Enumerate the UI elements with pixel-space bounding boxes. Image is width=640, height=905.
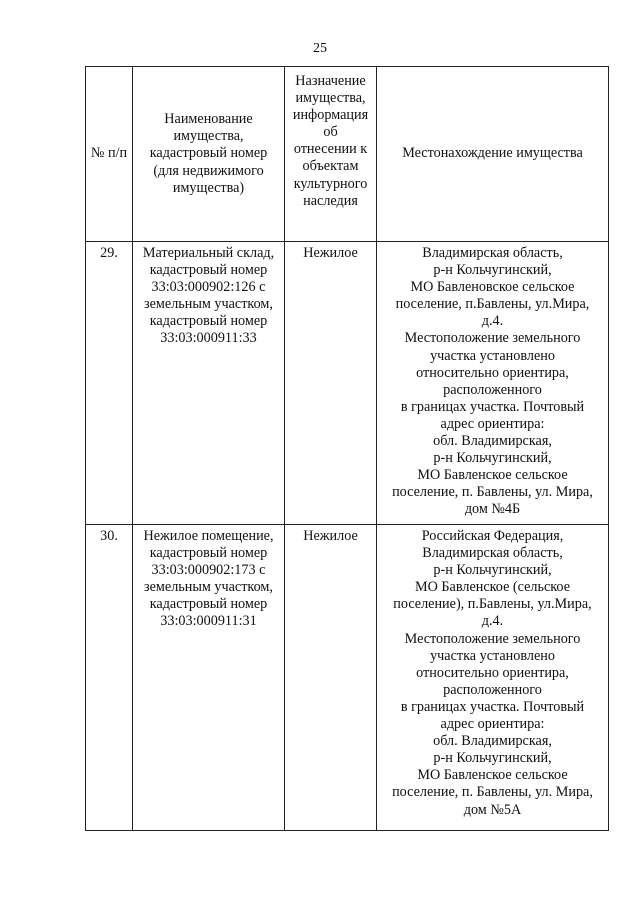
row-location-line: Местоположение земельного	[404, 630, 581, 647]
row-number: 29.	[86, 242, 133, 525]
row-location-line: р-н Кольчугинский,	[433, 262, 552, 279]
row-location-line: МО Бавленское (сельское	[415, 579, 570, 596]
row-name	[133, 242, 285, 525]
row-location-line: расположенного	[443, 381, 542, 398]
row-location-line: относительно ориентира,	[416, 364, 569, 381]
header-number: № п/п	[86, 67, 133, 242]
row-location-line: поселение, п.Бавлены, ул.Мира,	[395, 296, 590, 313]
row-name-line: кадастровый номер	[149, 596, 268, 613]
row-purpose: Нежилое	[285, 525, 377, 831]
header-purpose-line: отнесении к	[293, 141, 368, 158]
row-location-line: участка установлено	[430, 347, 555, 364]
row-location-line: МО Бавленовское сельское	[410, 279, 575, 296]
header-name-line: Наименование	[164, 111, 253, 128]
page-number: 25	[313, 41, 327, 56]
header-location: Местонахождение имущества	[377, 67, 609, 242]
header-name	[133, 67, 285, 242]
row-location-line: д.4.	[481, 313, 504, 330]
table-row	[86, 525, 609, 831]
header-purpose-line: объектам	[302, 158, 359, 175]
header-name-line: (для недвижимого	[153, 162, 264, 179]
row-location	[377, 242, 609, 525]
row-location-line: в границах участка. Почтовый	[400, 698, 585, 715]
row-location-line: обл. Владимирская,	[433, 433, 552, 450]
row-name-line: 33:03:000911:33	[160, 330, 257, 347]
header-purpose-line: имущества,	[295, 90, 366, 107]
row-location	[377, 525, 609, 831]
row-name-line: 33:03:000911:31	[160, 613, 257, 630]
table-header-row	[86, 67, 609, 242]
row-name-line: кадастровый номер	[149, 262, 268, 279]
row-location-line: адрес ориентира:	[440, 716, 545, 733]
row-location-line: Российская Федерация,	[421, 528, 564, 544]
row-location-line: р-н Кольчугинский,	[433, 750, 552, 767]
row-location-line: поселение, п. Бавлены, ул. Мира,	[392, 484, 593, 501]
row-location-line: участка установлено	[430, 647, 555, 664]
header-purpose-line: об	[323, 124, 338, 141]
row-location-line: р-н Кольчугинский,	[433, 450, 552, 467]
header-name-line: кадастровый номер	[149, 145, 268, 162]
row-location-line: в границах участка. Почтовый	[400, 398, 585, 415]
row-location-line: Владимирская область,	[422, 545, 563, 562]
row-location-line: МО Бавленское сельское	[417, 467, 568, 484]
row-name-line: 33:03:000902:173 с	[151, 562, 266, 579]
row-name	[133, 525, 285, 831]
row-location-line: р-н Кольчугинский,	[433, 562, 552, 579]
row-location-line: относительно ориентира,	[416, 664, 569, 681]
row-name-line: земельным участком,	[144, 296, 273, 313]
header-name-line: имущества)	[172, 179, 245, 196]
row-location-line: дом №4Б	[464, 501, 521, 518]
table-row	[86, 242, 609, 525]
row-number: 30.	[86, 525, 133, 831]
row-location-line: поселение), п.Бавлены, ул.Мира,	[393, 596, 592, 613]
row-location-line: поселение, п. Бавлены, ул. Мира,	[392, 784, 593, 801]
property-table	[85, 66, 609, 831]
row-name-line: кадастровый номер	[149, 313, 268, 330]
row-location-line: адрес ориентира:	[440, 415, 545, 432]
row-location-line: Местоположение земельного	[404, 330, 581, 347]
row-name-line: Материальный склад,	[142, 245, 275, 261]
row-location-line: расположенного	[443, 681, 542, 698]
header-purpose-line: информация	[292, 107, 369, 124]
row-name-line: Нежилое помещение,	[143, 528, 274, 544]
header-purpose-line: наследия	[303, 192, 358, 209]
row-location-line: дом №5А	[463, 801, 522, 818]
header-purpose-line: культурного	[293, 175, 368, 192]
header-purpose-line: Назначение	[295, 73, 366, 89]
row-location-line: МО Бавленское сельское	[417, 767, 568, 784]
row-name-line: земельным участком,	[144, 579, 273, 596]
row-location-line: обл. Владимирская,	[433, 733, 552, 750]
row-location-line: Владимирская область,	[422, 245, 563, 261]
row-name-line: кадастровый номер	[149, 545, 268, 562]
row-purpose: Нежилое	[285, 242, 377, 525]
row-location-line: д.4.	[481, 613, 504, 630]
row-name-line: 33:03:000902:126 с	[151, 279, 266, 296]
header-name-line: имущества,	[173, 128, 244, 145]
header-purpose	[285, 67, 377, 242]
